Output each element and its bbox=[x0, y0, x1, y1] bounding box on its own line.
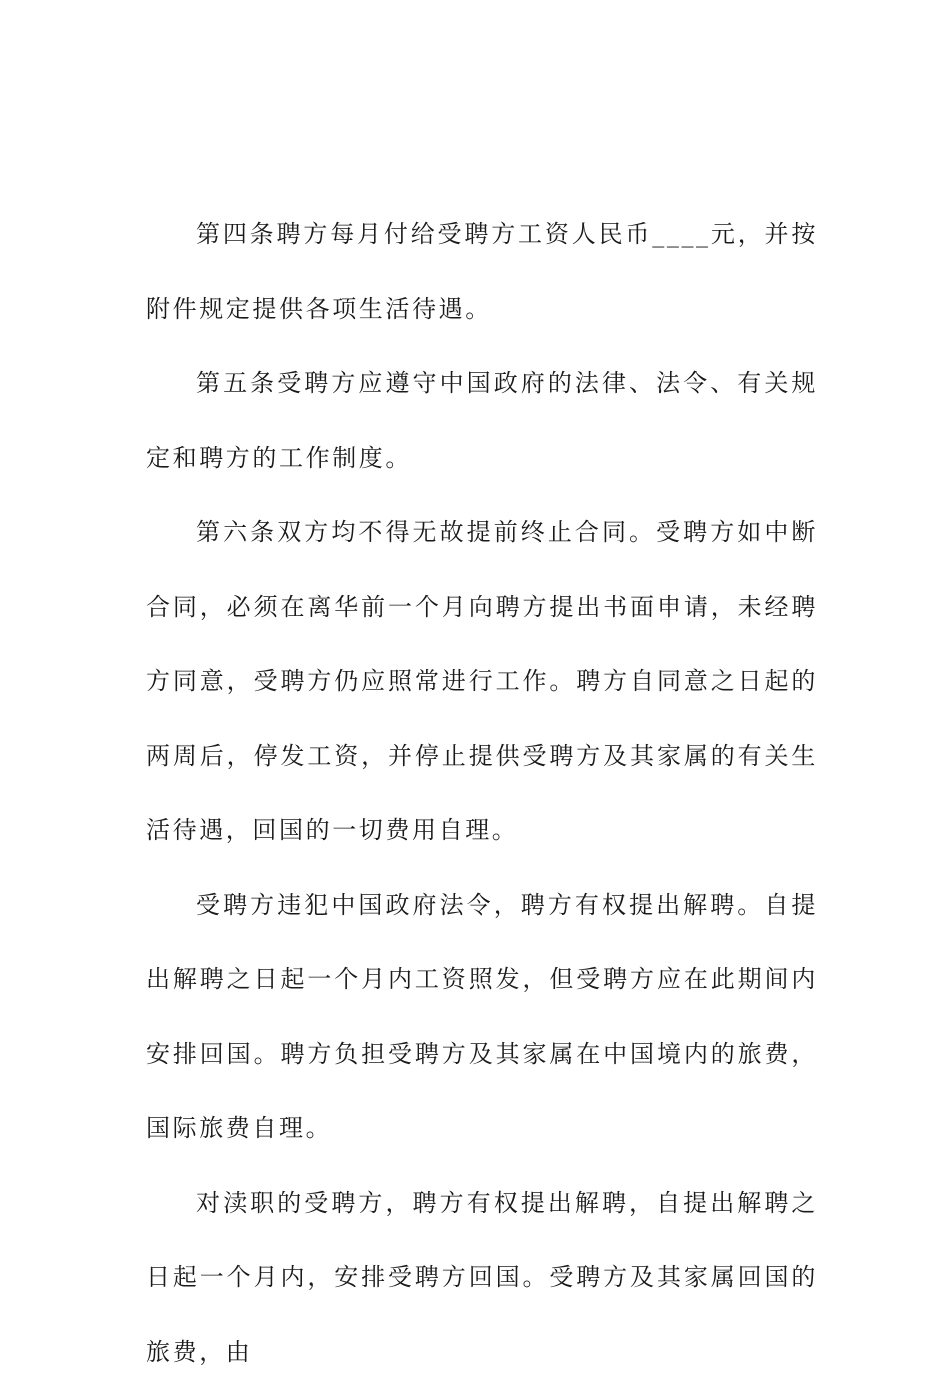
paragraph-dismissal-violation: 受聘方违犯中国政府法令，聘方有权提出解聘。自提出解聘之日起一个月内工资照发，但受聘方应在此期间内安排回国。聘方负担受聘方及其家属在中国境内的旅费，国际旅费自理。 bbox=[146, 868, 818, 1166]
paragraph-article-5: 第五条受聘方应遵守中国政府的法律、法令、有关规定和聘方的工作制度。 bbox=[146, 346, 818, 495]
paragraph-article-4: 第四条聘方每月付给受聘方工资人民币____元，并按附件规定提供各项生活待遇。 bbox=[146, 197, 818, 346]
paragraph-dismissal-negligence: 对渎职的受聘方，聘方有权提出解聘，自提出解聘之日起一个月内，安排受聘方回国。受聘方及其家属回国的旅费，由 bbox=[146, 1166, 818, 1389]
document-body bbox=[146, 197, 818, 1389]
paragraph-article-6: 第六条双方均不得无故提前终止合同。受聘方如中断合同，必须在离华前一个月向聘方提出书面申请，未经聘方同意，受聘方仍应照常进行工作。聘方自同意之日起的两周后，停发工资，并停止提供受聘方及其家属的有关生活待遇，回国的一切费用自理。 bbox=[146, 495, 818, 868]
